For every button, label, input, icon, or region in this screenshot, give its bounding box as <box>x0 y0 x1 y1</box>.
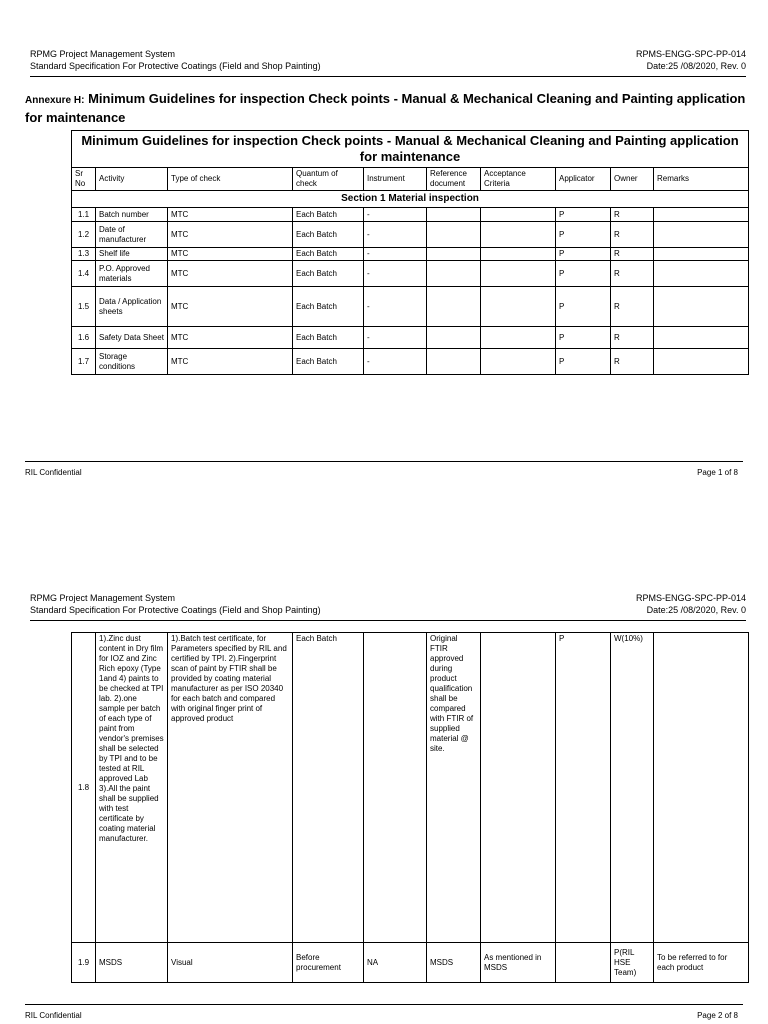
owner-cell: W(10%) <box>611 633 654 943</box>
remarks-cell <box>654 222 749 248</box>
doc-title: Standard Specification For Protective Coatings (Field and Shop Painting) <box>30 605 321 615</box>
owner-cell: R <box>611 349 654 375</box>
applicator-cell: P <box>556 287 611 327</box>
quantum-cell: Before procurement <box>293 943 364 983</box>
col-type-of-check: Type of check <box>168 168 293 191</box>
system-name: RPMG Project Management System <box>30 49 176 59</box>
page2-header <box>30 592 746 616</box>
table-row <box>72 208 749 222</box>
sr-no-cell: 1.5 <box>72 287 96 327</box>
table-row <box>72 633 749 943</box>
sr-no-cell: 1.1 <box>72 208 96 222</box>
owner-cell: R <box>611 248 654 261</box>
activity-cell: Date of manufacturer <box>96 222 168 248</box>
instrument-cell: - <box>364 248 427 261</box>
instrument-cell: - <box>364 287 427 327</box>
type-of-check-cell: MTC <box>168 261 293 287</box>
remarks-cell <box>654 248 749 261</box>
type-of-check-cell: MTC <box>168 287 293 327</box>
quantum-cell: Each Batch <box>293 633 364 943</box>
instrument-cell: - <box>364 208 427 222</box>
applicator-cell: P <box>556 208 611 222</box>
activity-cell: Safety Data Sheet <box>96 327 168 349</box>
inspection-table-p1 <box>71 130 749 375</box>
applicator-cell: P <box>556 248 611 261</box>
acceptance-cell <box>481 261 556 287</box>
applicator-cell: P <box>556 349 611 375</box>
section-title: Section 1 Material inspection <box>72 191 749 208</box>
remarks-cell <box>654 633 749 943</box>
col-reference: Reference document <box>427 168 481 191</box>
applicator-cell: P <box>556 327 611 349</box>
p2-rows <box>72 633 749 983</box>
quantum-cell: Each Batch <box>293 208 364 222</box>
col-sr-no: Sr No <box>72 168 96 191</box>
remarks-cell <box>654 287 749 327</box>
owner-cell: R <box>611 261 654 287</box>
annexure-label: Annexure H: <box>25 95 85 106</box>
system-name: RPMG Project Management System <box>30 593 176 603</box>
type-of-check-cell: MTC <box>168 208 293 222</box>
reference-cell <box>427 222 481 248</box>
type-of-check-cell: MTC <box>168 222 293 248</box>
instrument-cell: - <box>364 349 427 375</box>
reference-cell <box>427 208 481 222</box>
header-divider <box>30 76 746 77</box>
owner-cell: R <box>611 287 654 327</box>
annexure-heading <box>25 90 755 126</box>
col-instrument: Instrument <box>364 168 427 191</box>
owner-cell: P(RIL HSE Team) <box>611 943 654 983</box>
remarks-cell <box>654 327 749 349</box>
table-row <box>72 943 749 983</box>
applicator-cell: P <box>556 222 611 248</box>
acceptance-cell <box>481 287 556 327</box>
reference-cell <box>427 261 481 287</box>
type-of-check-cell: MTC <box>168 248 293 261</box>
footer-divider <box>25 1004 743 1005</box>
applicator-cell: P <box>556 633 611 943</box>
table-row <box>72 261 749 287</box>
doc-code: RPMS-ENGG-SPC-PP-014 <box>635 593 746 603</box>
header-divider <box>30 620 746 621</box>
instrument-cell: - <box>364 222 427 248</box>
confidential-label: RIL Confidential <box>25 1011 82 1020</box>
remarks-cell: To be referred to for each product <box>654 943 749 983</box>
acceptance-cell: As mentioned in MSDS <box>481 943 556 983</box>
footer-divider <box>25 461 743 462</box>
table-row <box>72 287 749 327</box>
instrument-cell: - <box>364 261 427 287</box>
sr-no-cell: 1.3 <box>72 248 96 261</box>
quantum-cell: Each Batch <box>293 222 364 248</box>
page2-footer <box>25 1011 738 1020</box>
date-rev: Date:25 /08/2020, Rev. 0 <box>646 605 746 615</box>
activity-cell: Shelf life <box>96 248 168 261</box>
inspection-table-p2 <box>71 632 749 983</box>
table-title: Minimum Guidelines for inspection Check points - Manual & Mechanical Cleaning and Painting application for maintenance <box>72 131 749 168</box>
table-row <box>72 222 749 248</box>
table-row <box>72 327 749 349</box>
reference-cell <box>427 327 481 349</box>
activity-cell: P.O. Approved materials <box>96 261 168 287</box>
sr-no-cell: 1.2 <box>72 222 96 248</box>
doc-code: RPMS-ENGG-SPC-PP-014 <box>635 49 746 59</box>
sr-no-cell: 1.8 <box>72 633 96 943</box>
col-acceptance: Acceptance Criteria <box>481 168 556 191</box>
instrument-cell <box>364 633 427 943</box>
acceptance-cell <box>481 633 556 943</box>
table-row <box>72 248 749 261</box>
annexure-title: Minimum Guidelines for inspection Check points - Manual & Mechanical Cleaning and Painting application for maintenance <box>25 91 746 125</box>
activity-cell: Storage conditions <box>96 349 168 375</box>
type-of-check-cell: MTC <box>168 349 293 375</box>
page-number: Page 2 of 8 <box>697 1011 738 1020</box>
col-owner: Owner <box>611 168 654 191</box>
quantum-cell: Each Batch <box>293 287 364 327</box>
reference-cell <box>427 287 481 327</box>
owner-cell: R <box>611 327 654 349</box>
acceptance-cell <box>481 248 556 261</box>
col-remarks: Remarks <box>654 168 749 191</box>
activity-cell: Batch number <box>96 208 168 222</box>
confidential-label: RIL Confidential <box>25 468 82 477</box>
activity-cell: MSDS <box>96 943 168 983</box>
type-of-check-cell: 1).Batch test certificate, for Parameters specified by RIL and certified by TPI. 2).Fingerprint scan of paint by FTIR shall be provided by coating material manufacturer as per ISO 20340 for each batch and compared with original finger print of approved product <box>168 633 293 943</box>
acceptance-cell <box>481 327 556 349</box>
doc-title: Standard Specification For Protective Coatings (Field and Shop Painting) <box>30 61 321 71</box>
acceptance-cell <box>481 208 556 222</box>
remarks-cell <box>654 261 749 287</box>
sr-no-cell: 1.9 <box>72 943 96 983</box>
owner-cell: R <box>611 208 654 222</box>
date-rev: Date:25 /08/2020, Rev. 0 <box>646 61 746 71</box>
quantum-cell: Each Batch <box>293 327 364 349</box>
reference-cell <box>427 349 481 375</box>
sr-no-cell: 1.4 <box>72 261 96 287</box>
owner-cell: R <box>611 222 654 248</box>
col-applicator: Applicator <box>556 168 611 191</box>
remarks-cell <box>654 208 749 222</box>
applicator-cell <box>556 943 611 983</box>
p1-rows <box>72 208 749 375</box>
quantum-cell: Each Batch <box>293 261 364 287</box>
activity-cell: Data / Application sheets <box>96 287 168 327</box>
type-of-check-cell: MTC <box>168 327 293 349</box>
type-of-check-cell: Visual <box>168 943 293 983</box>
reference-cell: MSDS <box>427 943 481 983</box>
page-number: Page 1 of 8 <box>697 468 738 477</box>
instrument-cell: NA <box>364 943 427 983</box>
page1-header <box>30 48 746 72</box>
instrument-cell: - <box>364 327 427 349</box>
applicator-cell: P <box>556 261 611 287</box>
acceptance-cell <box>481 222 556 248</box>
reference-cell: Original FTIR approved during product qualification shall be compared with FTIR of supplied material @ site. <box>427 633 481 943</box>
remarks-cell <box>654 349 749 375</box>
col-activity: Activity <box>96 168 168 191</box>
col-quantum: Quantum of check <box>293 168 364 191</box>
quantum-cell: Each Batch <box>293 248 364 261</box>
quantum-cell: Each Batch <box>293 349 364 375</box>
page1-footer <box>25 468 738 477</box>
acceptance-cell <box>481 349 556 375</box>
activity-cell: 1).Zinc dust content in Dry film for IOZ and Zinc Rich epoxy (Type 1and 4) paints to be checked at TPI lab. 2).one sample per batch of each type of paint from vendor's premises shall be selected by TPI and to be tested at RIL approved Lab 3).All the paint shall be supplied with test certificate by coating material manufacturer. <box>96 633 168 943</box>
sr-no-cell: 1.6 <box>72 327 96 349</box>
reference-cell <box>427 248 481 261</box>
table-row <box>72 349 749 375</box>
sr-no-cell: 1.7 <box>72 349 96 375</box>
